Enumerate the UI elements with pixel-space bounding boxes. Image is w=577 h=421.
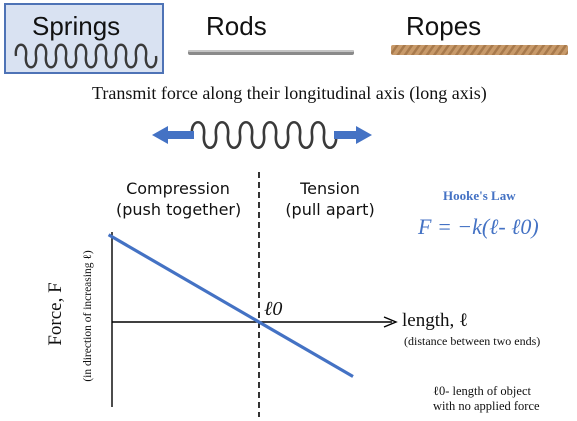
tab-springs-label: Springs xyxy=(32,11,121,41)
tension-note: (pull apart) xyxy=(285,200,375,219)
footnote-line1: ℓ0- length of object xyxy=(433,384,531,398)
tension-title: Tension xyxy=(300,179,360,198)
x-axis-label: length, ℓ xyxy=(402,310,469,331)
footnote-line2: with no applied force xyxy=(433,399,540,413)
tab-ropes-label: Ropes xyxy=(406,11,482,41)
y-axis-label: Force, F xyxy=(45,282,66,346)
compression-region xyxy=(116,178,240,220)
tab-rods-label: Rods xyxy=(206,11,267,41)
compression-note: (push together) xyxy=(116,200,242,219)
force-line xyxy=(109,235,353,377)
x-axis-note: (distance between two ends) xyxy=(404,334,541,348)
compression-title: Compression xyxy=(126,179,230,198)
hookes-law-title: Hooke's Law xyxy=(443,188,516,203)
y-axis-note: (in direction of increasing ℓ) xyxy=(82,250,94,382)
tension-region xyxy=(276,178,384,220)
footnote xyxy=(433,384,540,414)
subtitle: Transmit force along their longitudinal axis (long axis) xyxy=(92,83,487,103)
hookes-law-equation: F = −k(ℓ- ℓ0) xyxy=(418,214,539,239)
equilibrium-label: ℓ0 xyxy=(264,298,283,320)
